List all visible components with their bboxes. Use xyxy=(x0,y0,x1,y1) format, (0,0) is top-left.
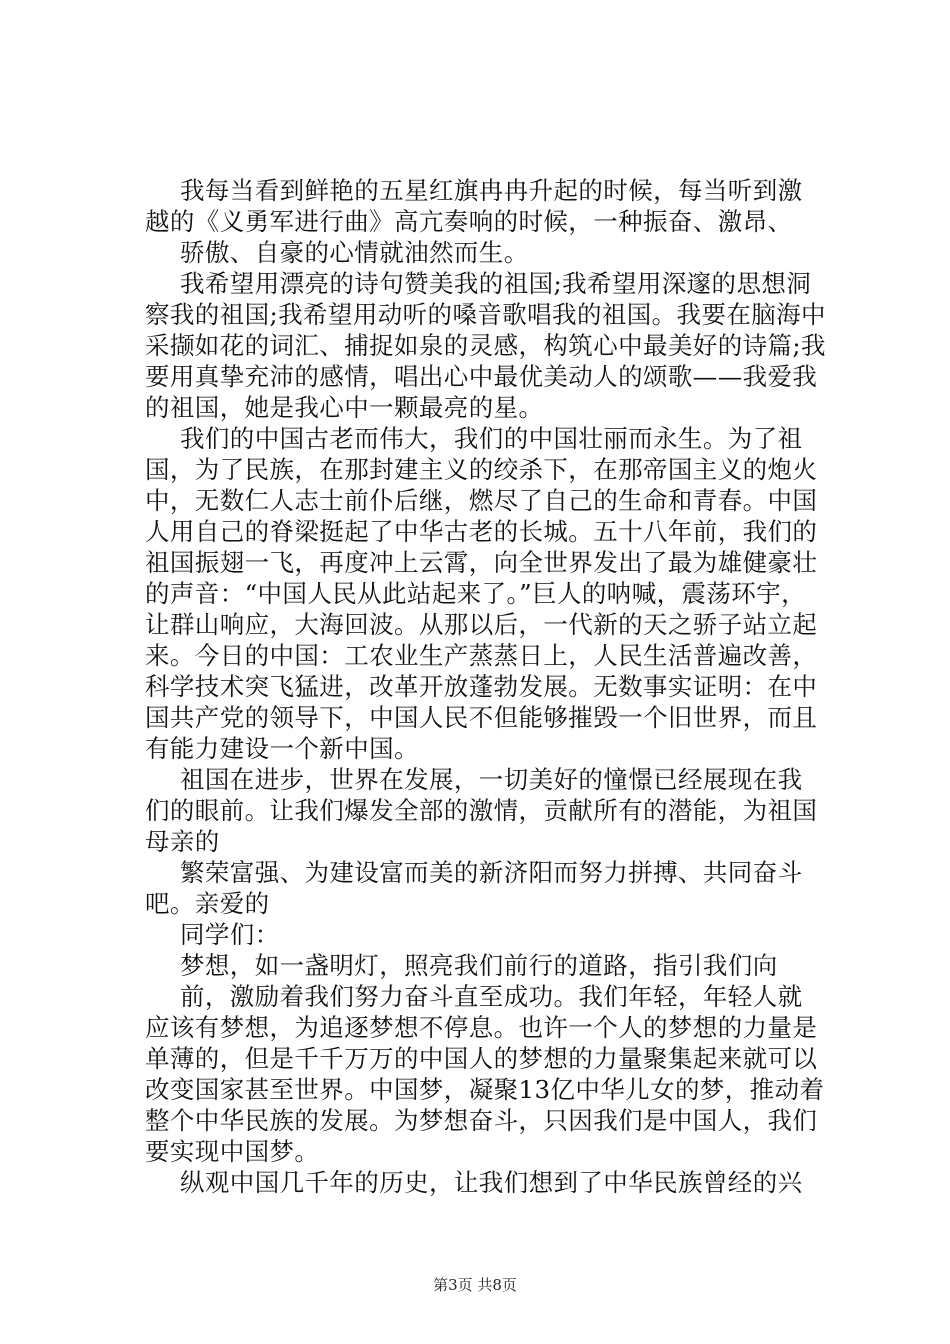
paragraph-line: 单薄的，但是千千万万的中国人的梦想的力量聚集起来就可以 xyxy=(145,1044,818,1073)
paragraph-line: 应该有梦想，为追逐梦想不停息。也许一个人的梦想的力量是 xyxy=(145,1013,818,1042)
paragraph-line: 来。今日的中国：工农业生产蒸蒸日上，人民生活普遍改善， xyxy=(145,641,818,670)
paragraph-line: 要用真挚充沛的感情，唱出心中最优美动人的颂歌——我爱我 xyxy=(145,362,818,391)
paragraph-line: 祖国振翅一飞，再度冲上云霄，向全世界发出了最为雄健豪壮 xyxy=(145,548,818,577)
paragraph-line: 纵观中国几千年的历史，让我们想到了中华民族曾经的兴 xyxy=(180,1168,803,1197)
paragraph-line: 吧。亲爱的 xyxy=(145,889,270,918)
paragraph-line: 的祖国，她是我心中一颗最亮的星。 xyxy=(145,393,544,422)
paragraph-line: 中，无数仁人志士前仆后继，燃尽了自己的生命和青春。中国 xyxy=(145,486,818,515)
paragraph-line: 让群山响应，大海回波。从那以后，一代新的天之骄子站立起 xyxy=(145,610,818,639)
paragraph-line: 察我的祖国;我希望用动听的嗓音歌唱我的祖国。我要在脑海中 xyxy=(145,300,826,329)
paragraph-line: 整个中华民族的发展。为梦想奋斗，只因我们是中国人，我们 xyxy=(145,1106,818,1135)
paragraph-line: 我每当看到鲜艳的五星红旗冉冉升起的时候，每当听到激 xyxy=(180,176,803,205)
paragraph-line: 要实现中国梦。 xyxy=(145,1137,320,1166)
paragraph-line: 采撷如花的词汇、捕捉如泉的灵感，构筑心中最美好的诗篇;我 xyxy=(145,331,826,360)
paragraph-line: 母亲的 xyxy=(145,827,220,856)
paragraph-line: 越的《义勇军进行曲》高亢奏响的时候，一种振奋、激昂、 xyxy=(145,207,793,236)
paragraph-line: 的声音：“中国人民从此站起来了。”巨人的呐喊，震荡环宇， xyxy=(145,579,806,608)
paragraph-line: 改变国家甚至世界。中国梦，凝聚13亿中华儿女的梦，推动着 xyxy=(145,1075,825,1104)
paragraph-line: 我们的中国古老而伟大，我们的中国壮丽而永生。为了祖 xyxy=(180,424,803,453)
paragraph-line: 繁荣富强、为建设富而美的新济阳而努力拼搏、共同奋斗 xyxy=(180,858,803,887)
paragraph-line: 人用自己的脊梁挺起了中华古老的长城。五十八年前，我们的 xyxy=(145,517,818,546)
paragraph-line: 梦想，如一盏明灯，照亮我们前行的道路，指引我们向 xyxy=(180,951,778,980)
paragraph-line: 祖国在进步，世界在发展，一切美好的憧憬已经展现在我 xyxy=(180,765,803,794)
paragraph-line: 们的眼前。让我们爆发全部的激情，贡献所有的潜能，为祖国 xyxy=(145,796,818,825)
paragraph-line: 骄傲、自豪的心情就油然而生。 xyxy=(180,238,529,267)
paragraph-line: 有能力建设一个新中国。 xyxy=(145,734,419,763)
paragraph-line: 国共产党的领导下，中国人民不但能够摧毁一个旧世界，而且 xyxy=(145,703,818,732)
paragraph-line: 科学技术突飞猛进，改革开放蓬勃发展。无数事实证明：在中 xyxy=(145,672,818,701)
paragraph-line: 我希望用漂亮的诗句赞美我的祖国;我希望用深邃的思想洞 xyxy=(180,269,812,298)
paragraph-line: 前，激励着我们努力奋斗直至成功。我们年轻，年轻人就 xyxy=(180,982,803,1011)
page-number-footer: 第3页 共8页 xyxy=(433,1276,517,1294)
paragraph-line: 同学们： xyxy=(180,920,280,949)
paragraph-line: 国，为了民族，在那封建主义的绞杀下，在那帝国主义的炮火 xyxy=(145,455,818,484)
